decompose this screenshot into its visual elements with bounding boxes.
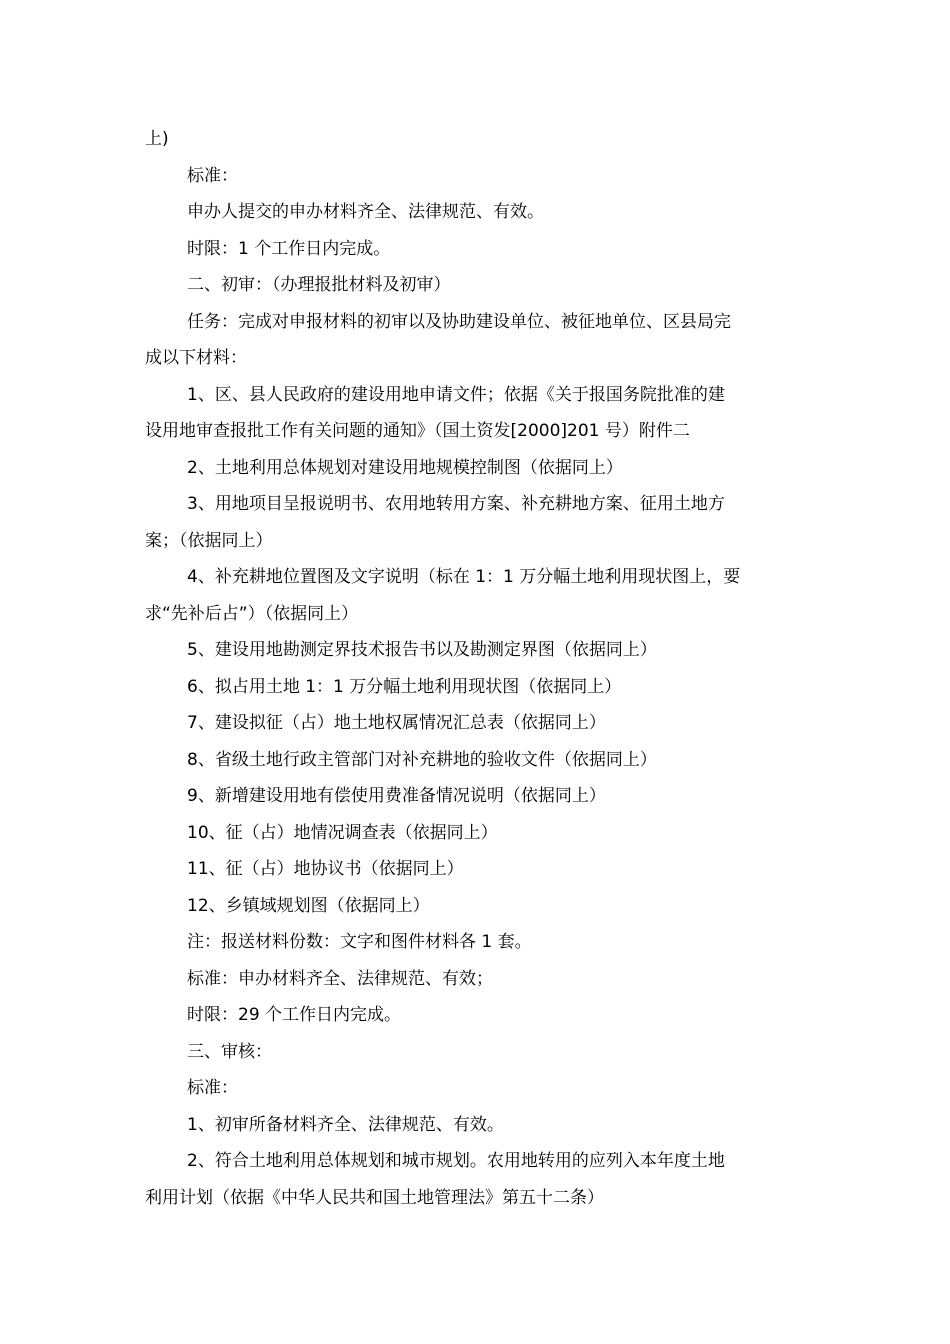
text-line-3: 时限：1 个工作日内完成。 bbox=[187, 238, 391, 259]
list-item-12: 12、乡镇域规划图（依据同上） bbox=[187, 895, 430, 916]
list-item-7: 7、建设拟征（占）地土地权属情况汇总表（依据同上） bbox=[187, 713, 606, 733]
list-item-4: 4、补充耕地位置图及文字说明（标在 1：1 万分幅土地利用现状图上，要 bbox=[187, 567, 741, 587]
document-body bbox=[145, 121, 809, 1216]
text-line-26: 标准： bbox=[187, 1078, 238, 1098]
list-item-9: 9、新增建设用地有偿使用费准备情况说明（依据同上） bbox=[187, 786, 606, 806]
list-item-3-cont: 案；（依据同上） bbox=[145, 530, 273, 551]
text-line-23: 标准：申办材料齐全、法律规范、有效； bbox=[187, 968, 493, 989]
list-item-1-cont: 设用地审查报批工作有关问题的通知》（国土资发[2000]201 号）附件二 bbox=[145, 421, 690, 441]
list-item-5: 5、建设用地勘测定界技术报告书以及勘测定界图（依据同上） bbox=[187, 640, 657, 660]
text-line-27: 1、初审所备材料齐全、法律规范、有效。 bbox=[187, 1114, 504, 1135]
text-line-6: 成以下材料： bbox=[145, 348, 247, 368]
list-item-1: 1、区、县人民政府的建设用地申请文件；依据《关于报国务院批准的建 bbox=[187, 384, 725, 405]
section-heading-initial-review: 二、初审：（办理报批材料及初审） bbox=[187, 275, 451, 295]
section-heading-audit: 三、审核： bbox=[187, 1041, 272, 1062]
list-item-2: 2、土地利用总体规划对建设用地规模控制图（依据同上） bbox=[187, 457, 623, 478]
text-line-1: 标准： bbox=[187, 165, 238, 186]
text-line-2: 申办人提交的申办材料齐全、法律规范、有效。 bbox=[187, 202, 544, 222]
text-line-28: 2、符合土地利用总体规划和城市规划。农用地转用的应列入本年度土地 bbox=[187, 1151, 725, 1171]
list-item-6: 6、拟占用土地 1：1 万分幅土地利用现状图（依据同上） bbox=[187, 676, 622, 697]
text-line-5: 任务：完成对申报材料的初审以及协助建设单位、被征地单位、区县局完 bbox=[187, 311, 731, 332]
text-line-29: 利用计划（依据《中华人民共和国土地管理法》第五十二条） bbox=[145, 1187, 604, 1208]
list-item-4-cont: 求“先补后占”）（依据同上） bbox=[145, 603, 359, 624]
list-item-8: 8、省级土地行政主管部门对补充耕地的验收文件（依据同上） bbox=[187, 749, 657, 770]
list-item-11: 11、征（占）地协议书（依据同上） bbox=[187, 859, 464, 879]
note-line: 注：报送材料份数：文字和图件材料各 1 套。 bbox=[187, 932, 532, 952]
text-line-0: 上) bbox=[145, 129, 169, 149]
list-item-3: 3、用地项目呈报说明书、农用地转用方案、补充耕地方案、征用土地方 bbox=[187, 494, 725, 514]
list-item-10: 10、征（占）地情况调查表（依据同上） bbox=[187, 822, 498, 843]
text-line-24: 时限：29 个工作日内完成。 bbox=[187, 1005, 402, 1025]
